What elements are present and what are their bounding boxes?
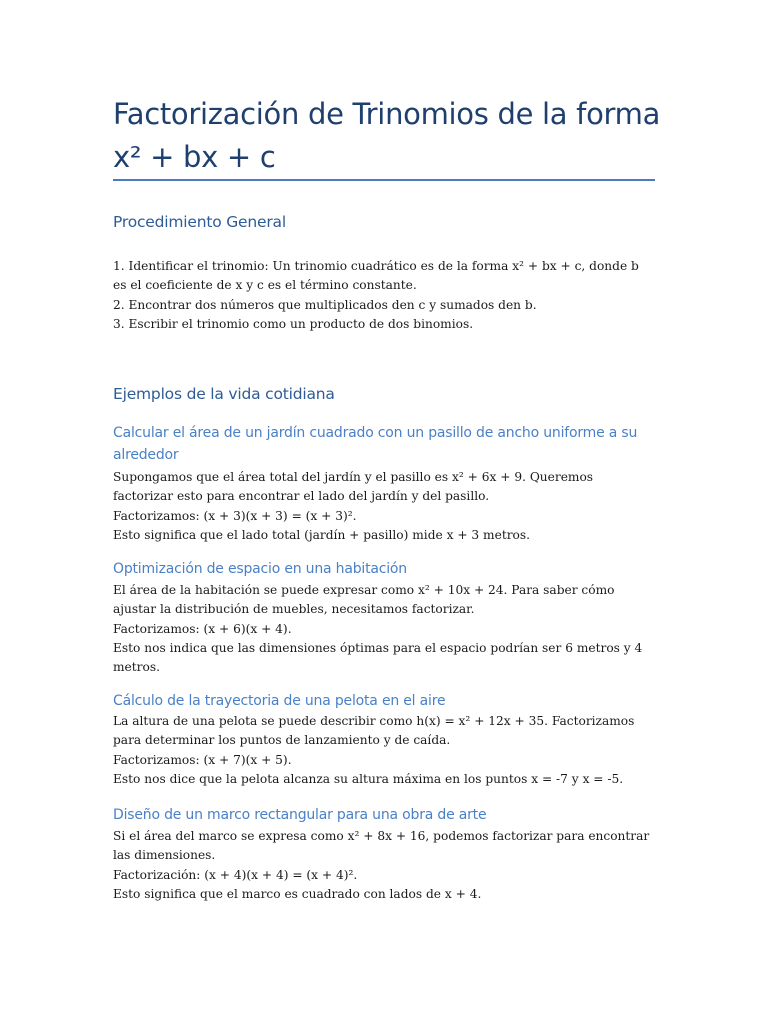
example-line: Factorización: (x + 4)(x + 4) = (x + 4)².	[113, 867, 358, 882]
example-line: Supongamos que el área total del jardín y el pasillo es x² + 6x + 9. Queremos factorizar esto para encontrar el lado del jardín y del pasillo.	[113, 470, 594, 504]
example-line: Esto nos indica que las dimensiones óptimas para el espacio podrían ser 6 metros y 4 metros.	[113, 640, 643, 675]
title-divider	[113, 179, 655, 181]
page-title	[113, 93, 673, 179]
example-line: Factorizamos: (x + 3)(x + 3) = (x + 3)².	[113, 508, 357, 523]
example-heading-room: Optimización de espacio en una habitación	[113, 561, 407, 577]
example-line: Esto significa que el marco es cuadrado con lados de x + 4.	[113, 886, 482, 901]
procedure-heading: Procedimiento General	[113, 213, 286, 231]
example-heading-frame: Diseño de un marco rectangular para una obra de arte	[113, 807, 487, 823]
example-line: La altura de una pelota se puede describir como h(x) = x² + 12x + 35. Factorizamos para determinar los puntos de lanzamiento y de caída.	[113, 714, 635, 748]
example-heading-ball: Cálculo de la trayectoria de una pelota en el aire	[113, 693, 446, 709]
example-body-ball	[113, 712, 655, 789]
procedure-steps	[113, 257, 655, 334]
example-line: Esto nos dice que la pelota alcanza su altura máxima en los puntos x = -7 y x = -5.	[113, 771, 624, 786]
procedure-step: 1. Identificar el trinomio: Un trinomio cuadrático es de la forma x² + bx + c, donde b es el coeficiente de x y c es el término constante.	[113, 259, 639, 293]
examples-heading: Ejemplos de la vida cotidiana	[113, 385, 335, 403]
example-body-frame	[113, 827, 655, 904]
procedure-step: 2. Encontrar dos números que multiplicados den c y sumados den b.	[113, 297, 537, 312]
example-body-room	[113, 581, 655, 677]
example-line: Esto significa que el lado total (jardín + pasillo) mide x + 3 metros.	[113, 527, 531, 542]
procedure-step: 3. Escribir el trinomio como un producto de dos binomios.	[113, 316, 474, 331]
example-line: Factorizamos: (x + 6)(x + 4).	[113, 621, 292, 636]
example-body-garden	[113, 468, 655, 545]
example-heading-garden: Calcular el área de un jardín cuadrado con un pasillo de ancho uniforme a su alrededor	[113, 425, 638, 463]
title-line-2: x² + bx + c	[113, 140, 276, 174]
example-line: Si el área del marco se expresa como x² + 8x + 16, podemos factorizar para encontrar las dimensiones.	[113, 829, 650, 863]
title-line-1: Factorización de Trinomios de la forma	[113, 97, 661, 131]
example-line: El área de la habitación se puede expresar como x² + 10x + 24. Para saber cómo ajustar la distribución de muebles, necesitamos factorizar.	[113, 583, 615, 617]
example-line: Factorizamos: (x + 7)(x + 5).	[113, 752, 292, 767]
